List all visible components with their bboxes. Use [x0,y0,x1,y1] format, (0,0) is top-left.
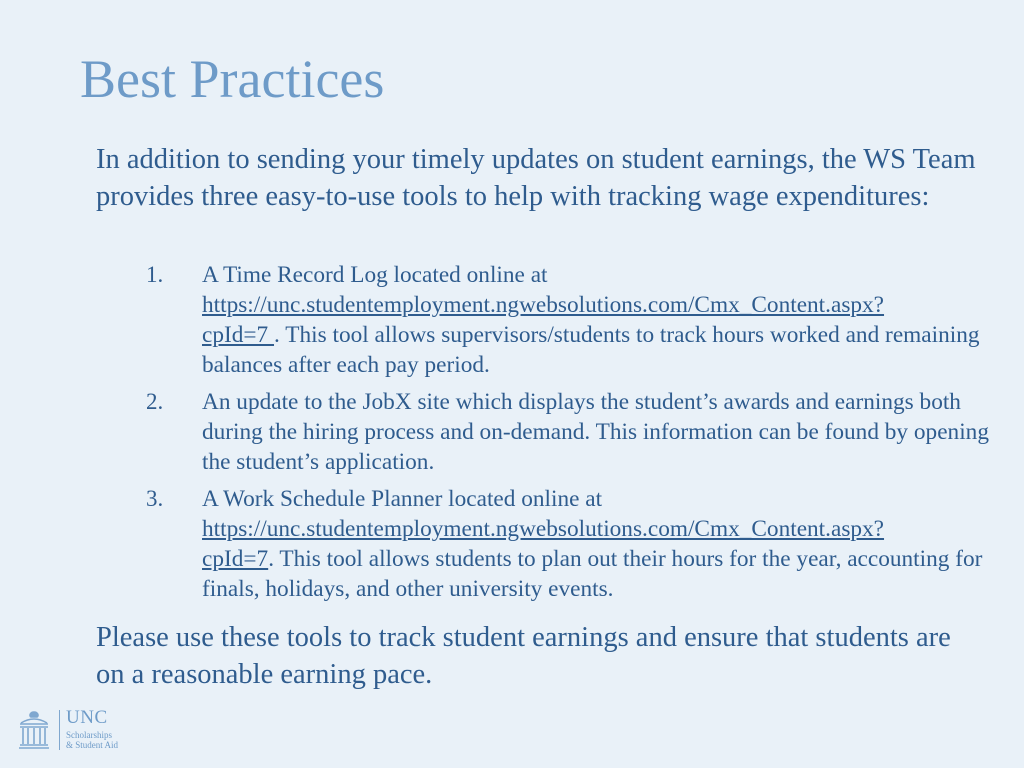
list-item-number: 1. [146,262,164,287]
logo-name: UNC [66,707,108,728]
link-line-2: cpId=7 [202,322,275,348]
logo-divider [59,710,60,750]
list-item-body [202,484,992,604]
list-item-work-schedule-planner [0,484,1024,604]
slide-title: Best Practices [80,49,385,109]
closing-paragraph: Please use these tools to track student earnings and ensure that students are on a reasonable earning pace. [96,622,951,690]
link-line-1: https://unc.studentemployment.ngwebsolutions.com/Cmx_Content.aspx? [202,292,885,318]
list-item-number: 3. [146,486,164,511]
list-item-body [202,260,992,380]
list-item-trail: . This tool allows supervisors/students to track hours worked and remaining balances after each pay period. [202,322,980,378]
old-well-icon [18,710,50,750]
intro-paragraph: In addition to sending your timely updates on student earnings, the WS Team provides three easy-to-use tools to help with tracking wage expenditures: [96,144,976,212]
list-item-number: 2. [146,389,164,414]
tools-list [0,260,1024,604]
list-item-jobx-update [0,387,1024,477]
list-item-lead: A Work Schedule Planner located online at [202,486,603,512]
unc-logo [18,708,158,752]
logo-subtitle-line-1: Scholarships [66,730,112,740]
list-item-time-record-log [0,260,1024,380]
logo-subtitle-line-2: & Student Aid [66,740,119,750]
list-item-body: An update to the JobX site which displays the student’s awards and earnings both during the hiring process and on-demand. This information can be found by opening the student’s application. [202,389,989,475]
list-item-trail: . This tool allows students to plan out their hours for the year, accounting for finals, holidays, and other university events. [202,546,983,602]
link-line-1: https://unc.studentemployment.ngwebsolutions.com/Cmx_Content.aspx? [202,516,885,542]
link-line-2: cpId=7 [202,546,269,572]
list-item-lead: A Time Record Log located online at [202,262,548,288]
